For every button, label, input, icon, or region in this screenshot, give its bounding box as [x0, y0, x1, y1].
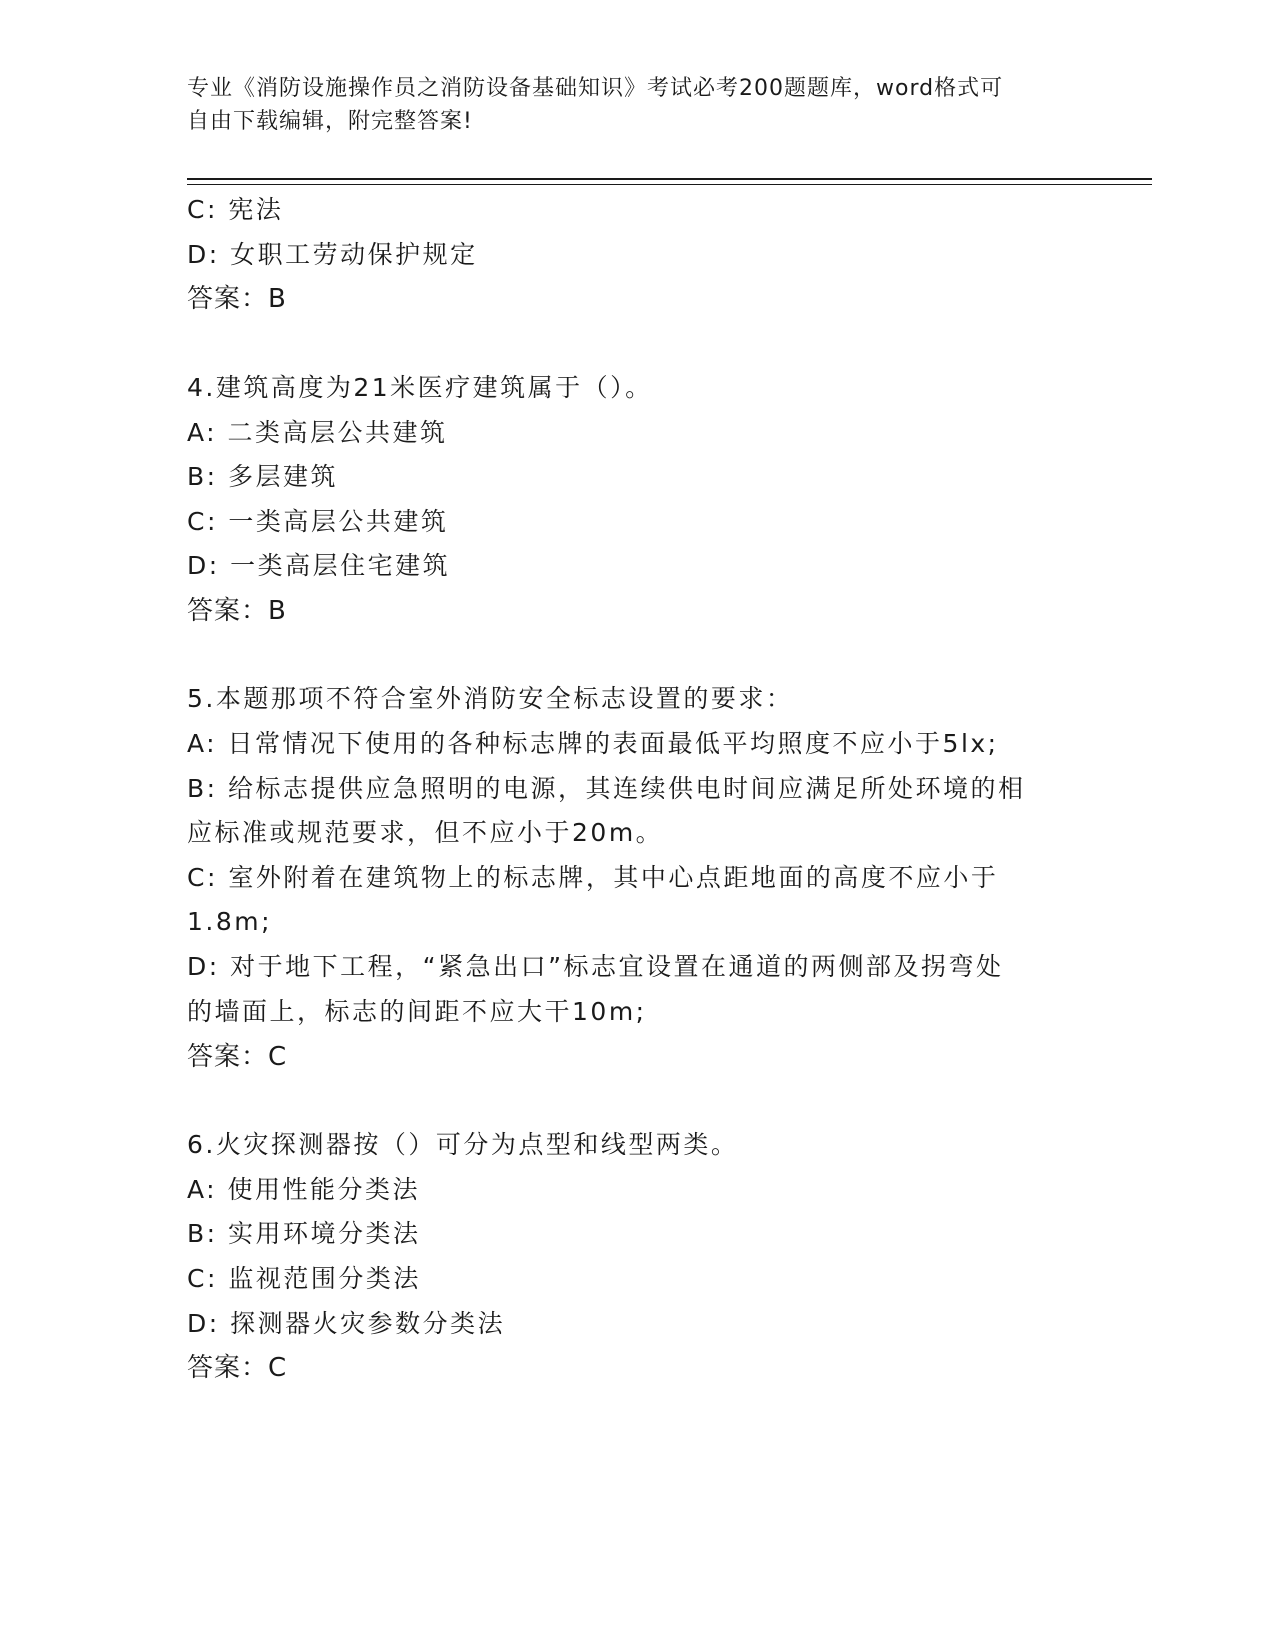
header-title-line-2: 自由下载编辑，附完整答案! — [187, 109, 473, 134]
q4-option-b: B: 多层建筑 — [187, 462, 339, 491]
q3-option-d: D: 女职工劳动保护规定 — [187, 240, 478, 269]
q4-stem: 4.建筑高度为21米医疗建筑属于（）。 — [187, 373, 653, 402]
q5-answer: 答案：C — [187, 1042, 288, 1072]
q5-option-d-line-1: D: 对于地下工程，“紧急出口”标志宜设置在通道的两侧部及拐弯处 — [187, 952, 1004, 981]
q5-option-a: A: 日常情况下使用的各种标志牌的表面最低平均照度不应小于5lx; — [187, 729, 999, 758]
q6-option-d: D: 探测器火灾参数分类法 — [187, 1309, 506, 1338]
q4-option-c: C: 一类高层公共建筑 — [187, 507, 449, 536]
page-header — [187, 72, 1087, 138]
q6-stem: 6.火灾探测器按（）可分为点型和线型两类。 — [187, 1130, 739, 1159]
header-divider-thick — [187, 178, 1152, 180]
q5-option-b-line-2: 应标准或规范要求，但不应小于20m。 — [187, 818, 664, 847]
q5-option-b-line-1: B: 给标志提供应急照明的电源，其连续供电时间应满足所处环境的相 — [187, 774, 1026, 803]
q5-stem: 5.本题那项不符合室外消防安全标志设置的要求： — [187, 684, 794, 713]
header-title-line-1: 专业《消防设施操作员之消防设备基础知识》考试必考200题题库，word格式可 — [187, 76, 1004, 101]
header-divider-thin — [187, 184, 1152, 185]
q4-answer: 答案：B — [187, 596, 287, 626]
q3-answer: 答案：B — [187, 284, 287, 314]
q3-option-c: C: 宪法 — [187, 195, 284, 224]
q5-option-c-line-2: 1.8m; — [187, 907, 273, 936]
q4-option-d: D: 一类高层住宅建筑 — [187, 551, 451, 580]
q6-answer: 答案：C — [187, 1353, 288, 1383]
q6-option-c: C: 监视范围分类法 — [187, 1264, 421, 1293]
q6-option-a: A: 使用性能分类法 — [187, 1175, 421, 1204]
q5-option-c-line-1: C: 室外附着在建筑物上的标志牌，其中心点距地面的高度不应小于 — [187, 863, 999, 892]
q6-option-b: B: 实用环境分类法 — [187, 1219, 421, 1248]
q4-option-a: A: 二类高层公共建筑 — [187, 418, 448, 447]
q5-option-d-line-2: 的墙面上，标志的间距不应大干10m; — [187, 997, 647, 1026]
